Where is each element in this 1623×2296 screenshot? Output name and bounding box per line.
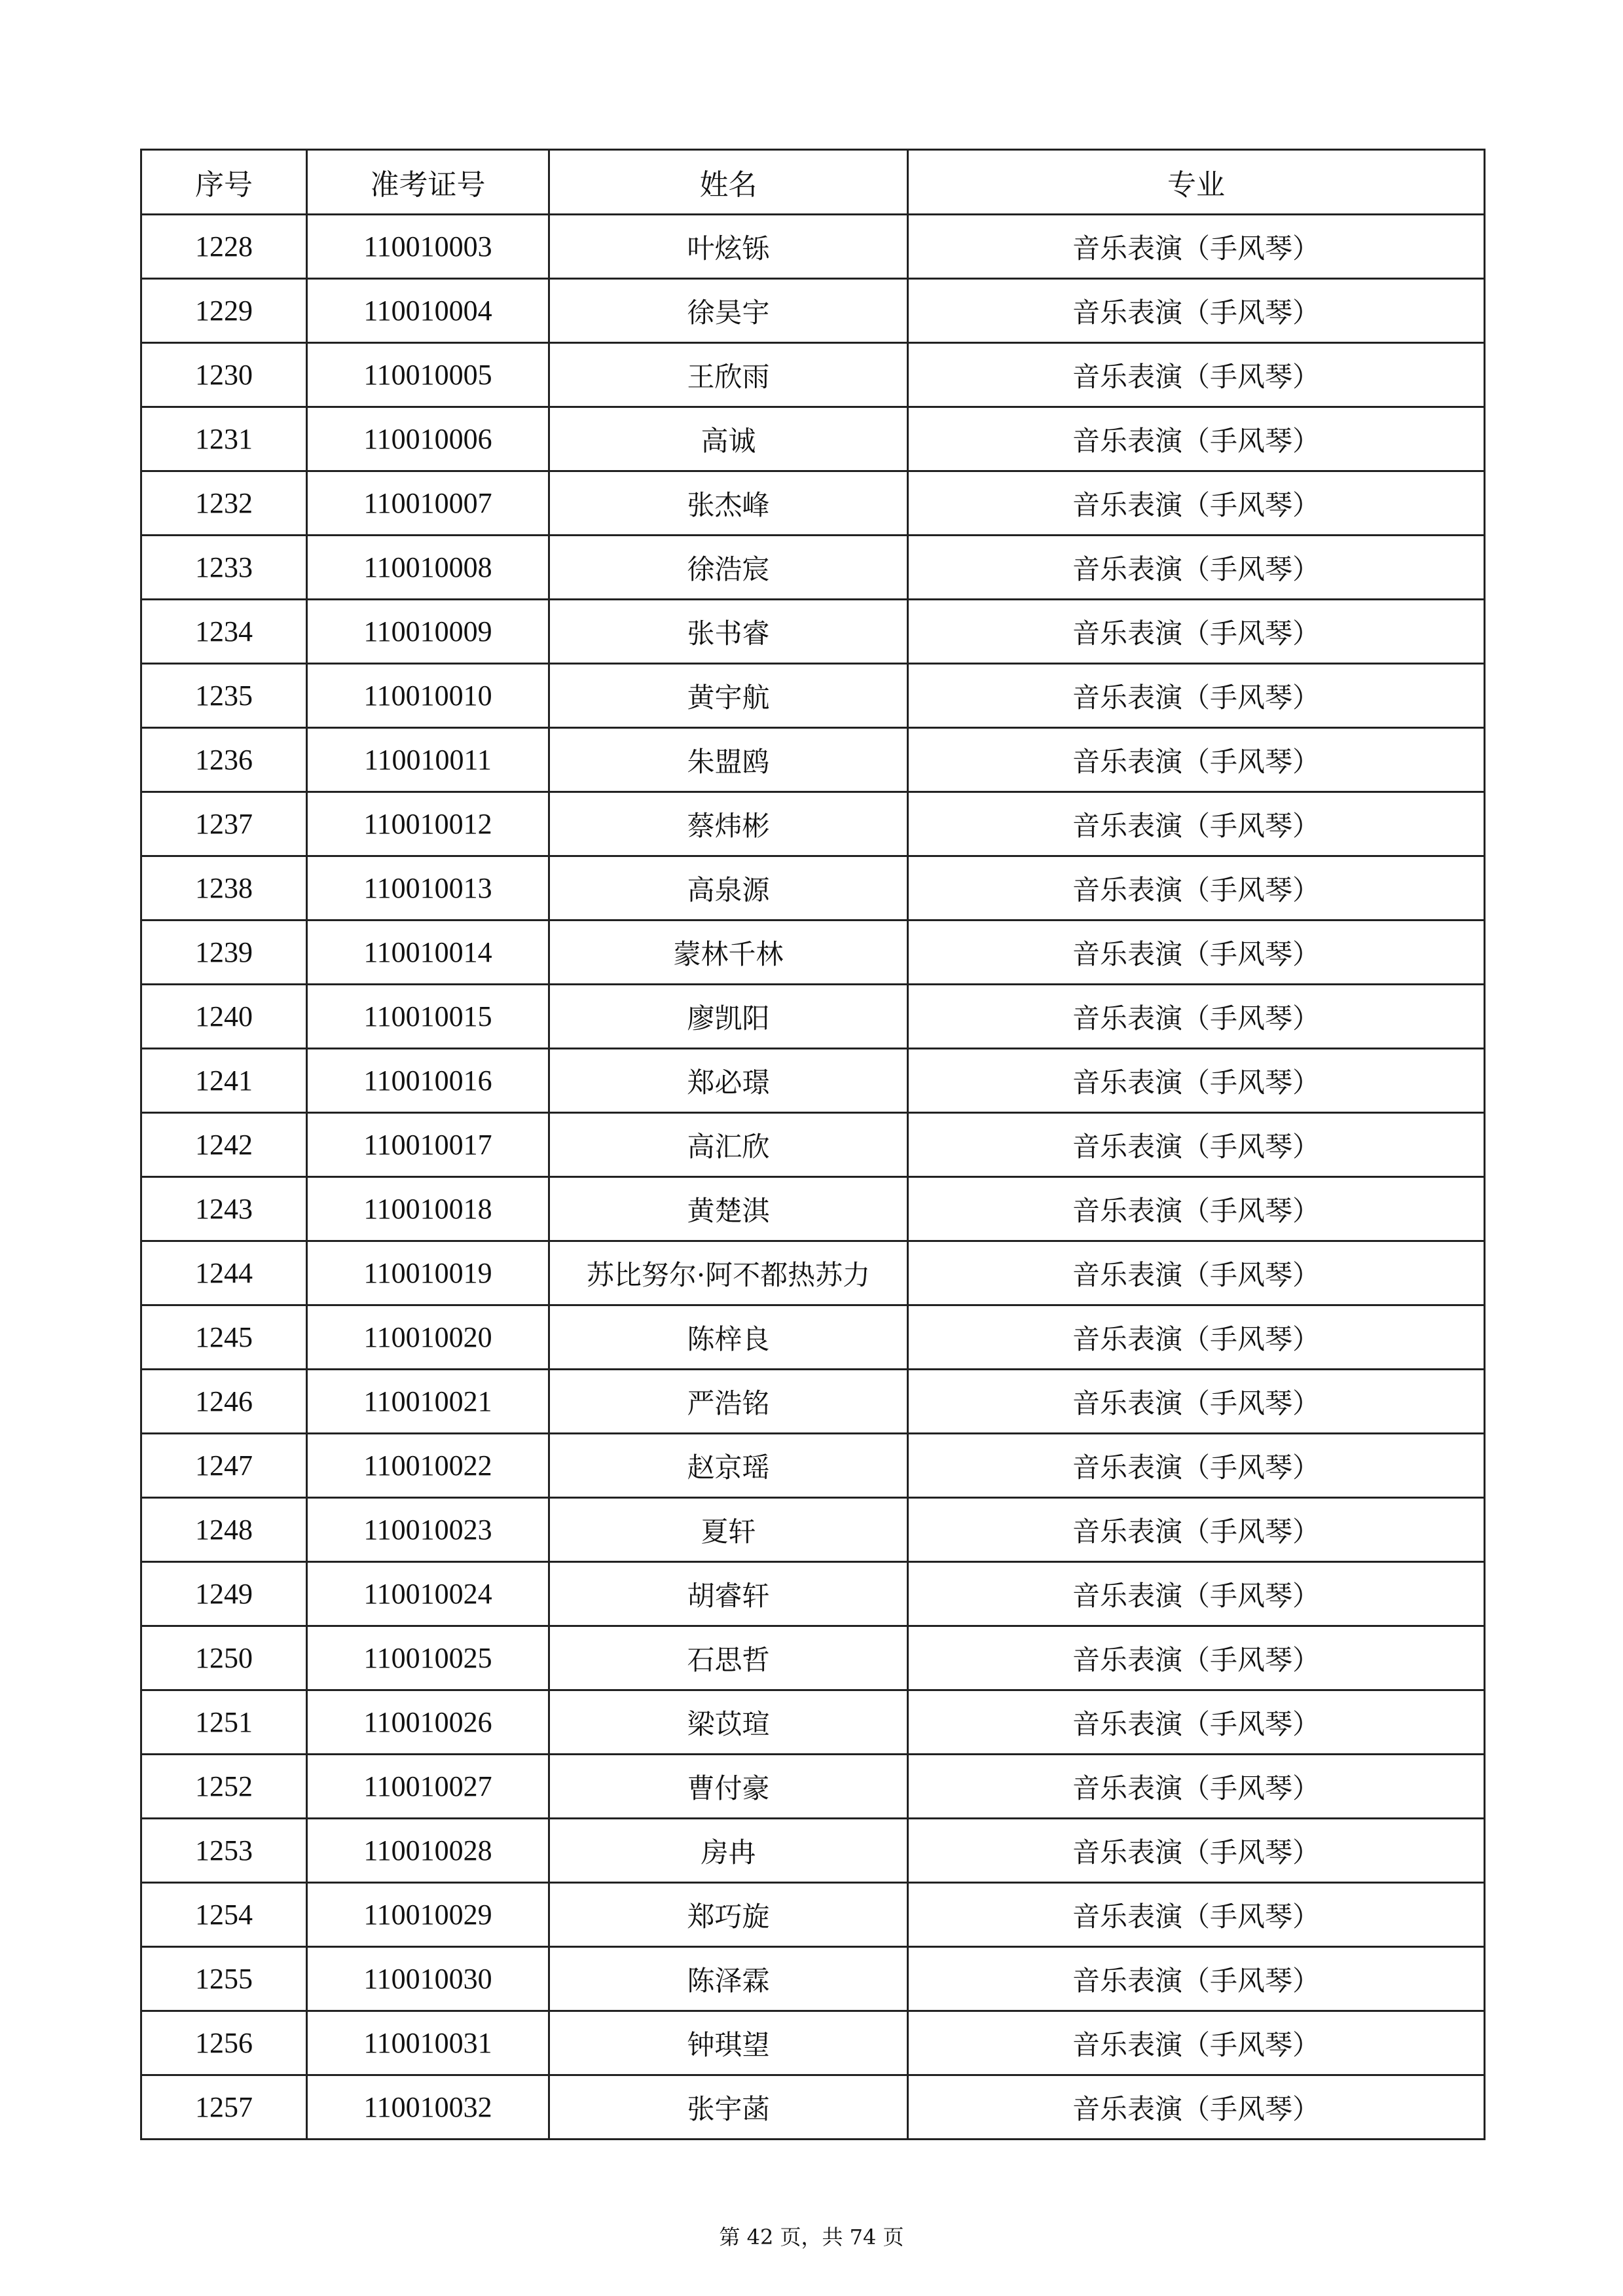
table-row	[141, 1562, 1485, 1626]
cell-seq: 1237	[141, 792, 307, 856]
table-row	[141, 792, 1485, 856]
table-row	[141, 1883, 1485, 1947]
cell-major: 音乐表演（手风琴）	[908, 728, 1485, 792]
cell-major: 音乐表演（手风琴）	[908, 2075, 1485, 2140]
cell-name: 蒙林千林	[549, 920, 908, 985]
cell-name: 张书睿	[549, 600, 908, 664]
cell-seq: 1241	[141, 1049, 307, 1113]
roster-table	[140, 149, 1486, 2140]
cell-major: 音乐表演（手风琴）	[908, 471, 1485, 536]
table-row	[141, 728, 1485, 792]
table-row	[141, 1305, 1485, 1370]
cell-major: 音乐表演（手风琴）	[908, 856, 1485, 920]
table-row	[141, 1370, 1485, 1434]
cell-seq: 1253	[141, 1819, 307, 1883]
cell-major: 音乐表演（手风琴）	[908, 600, 1485, 664]
cell-exam-id: 110010028	[307, 1819, 549, 1883]
cell-exam-id: 110010007	[307, 471, 549, 536]
cell-name: 陈梓良	[549, 1305, 908, 1370]
cell-exam-id: 110010027	[307, 1755, 549, 1819]
cell-major: 音乐表演（手风琴）	[908, 2011, 1485, 2075]
cell-seq: 1240	[141, 985, 307, 1049]
cell-name: 高汇欣	[549, 1113, 908, 1177]
cell-seq: 1228	[141, 215, 307, 279]
cell-name: 王欣雨	[549, 343, 908, 407]
cell-name: 房冉	[549, 1819, 908, 1883]
cell-major: 音乐表演（手风琴）	[908, 1947, 1485, 2011]
table-row	[141, 471, 1485, 536]
cell-exam-id: 110010020	[307, 1305, 549, 1370]
table-row	[141, 279, 1485, 343]
table-row	[141, 985, 1485, 1049]
cell-seq: 1231	[141, 407, 307, 471]
page-number-footer: 第 42 页，共 74 页	[719, 2225, 904, 2250]
cell-exam-id: 110010021	[307, 1370, 549, 1434]
cell-seq: 1246	[141, 1370, 307, 1434]
cell-major: 音乐表演（手风琴）	[908, 1626, 1485, 1690]
cell-seq: 1255	[141, 1947, 307, 2011]
table-row	[141, 2011, 1485, 2075]
cell-exam-id: 110010004	[307, 279, 549, 343]
table-row	[141, 1947, 1485, 2011]
cell-name: 高诚	[549, 407, 908, 471]
cell-seq: 1250	[141, 1626, 307, 1690]
cell-exam-id: 110010012	[307, 792, 549, 856]
cell-exam-id: 110010024	[307, 1562, 549, 1626]
cell-name: 张宇菡	[549, 2075, 908, 2140]
cell-seq: 1235	[141, 664, 307, 728]
cell-major: 音乐表演（手风琴）	[908, 279, 1485, 343]
table-row	[141, 664, 1485, 728]
table-row	[141, 1626, 1485, 1690]
cell-seq: 1229	[141, 279, 307, 343]
table-header	[141, 150, 1485, 215]
cell-name: 苏比努尔·阿不都热苏力	[549, 1241, 908, 1305]
cell-seq: 1252	[141, 1755, 307, 1819]
table-row	[141, 536, 1485, 600]
cell-exam-id: 110010019	[307, 1241, 549, 1305]
cell-major: 音乐表演（手风琴）	[908, 407, 1485, 471]
table-row	[141, 2075, 1485, 2140]
cell-name: 蔡炜彬	[549, 792, 908, 856]
cell-name: 曹付豪	[549, 1755, 908, 1819]
table-row	[141, 600, 1485, 664]
table-body	[141, 215, 1485, 2140]
cell-exam-id: 110010030	[307, 1947, 549, 2011]
cell-seq: 1257	[141, 2075, 307, 2140]
cell-exam-id: 110010008	[307, 536, 549, 600]
cell-exam-id: 110010023	[307, 1498, 549, 1562]
cell-seq: 1242	[141, 1113, 307, 1177]
cell-exam-id: 110010013	[307, 856, 549, 920]
header-seq: 序号	[141, 150, 307, 215]
table-row	[141, 1113, 1485, 1177]
cell-name: 胡睿轩	[549, 1562, 908, 1626]
cell-exam-id: 110010015	[307, 985, 549, 1049]
cell-major: 音乐表演（手风琴）	[908, 664, 1485, 728]
cell-name: 钟琪望	[549, 2011, 908, 2075]
cell-seq: 1230	[141, 343, 307, 407]
cell-exam-id: 110010010	[307, 664, 549, 728]
table-row	[141, 1755, 1485, 1819]
cell-name: 严浩铭	[549, 1370, 908, 1434]
cell-major: 音乐表演（手风琴）	[908, 1049, 1485, 1113]
table-row	[141, 1819, 1485, 1883]
cell-major: 音乐表演（手风琴）	[908, 1819, 1485, 1883]
cell-exam-id: 110010014	[307, 920, 549, 985]
cell-name: 黄楚淇	[549, 1177, 908, 1241]
cell-exam-id: 110010017	[307, 1113, 549, 1177]
cell-major: 音乐表演（手风琴）	[908, 1177, 1485, 1241]
cell-name: 朱盟鸥	[549, 728, 908, 792]
cell-major: 音乐表演（手风琴）	[908, 1305, 1485, 1370]
cell-major: 音乐表演（手风琴）	[908, 1434, 1485, 1498]
table-row	[141, 343, 1485, 407]
cell-major: 音乐表演（手风琴）	[908, 920, 1485, 985]
cell-seq: 1234	[141, 600, 307, 664]
cell-name: 黄宇航	[549, 664, 908, 728]
cell-exam-id: 110010011	[307, 728, 549, 792]
table-row	[141, 856, 1485, 920]
cell-seq: 1251	[141, 1690, 307, 1755]
cell-major: 音乐表演（手风琴）	[908, 1562, 1485, 1626]
table-row	[141, 407, 1485, 471]
cell-major: 音乐表演（手风琴）	[908, 1755, 1485, 1819]
cell-seq: 1249	[141, 1562, 307, 1626]
cell-major: 音乐表演（手风琴）	[908, 985, 1485, 1049]
header-row	[141, 150, 1485, 215]
cell-name: 张杰峰	[549, 471, 908, 536]
header-name: 姓名	[549, 150, 908, 215]
table-row	[141, 1690, 1485, 1755]
table-row	[141, 1241, 1485, 1305]
table-row	[141, 1177, 1485, 1241]
cell-major: 音乐表演（手风琴）	[908, 1883, 1485, 1947]
cell-exam-id: 110010025	[307, 1626, 549, 1690]
cell-seq: 1239	[141, 920, 307, 985]
table-row	[141, 1498, 1485, 1562]
cell-name: 徐昊宇	[549, 279, 908, 343]
cell-major: 音乐表演（手风琴）	[908, 343, 1485, 407]
cell-seq: 1254	[141, 1883, 307, 1947]
cell-name: 梁苡瑄	[549, 1690, 908, 1755]
cell-exam-id: 110010026	[307, 1690, 549, 1755]
cell-name: 高泉源	[549, 856, 908, 920]
cell-name: 陈泽霖	[549, 1947, 908, 2011]
cell-name: 廖凯阳	[549, 985, 908, 1049]
cell-major: 音乐表演（手风琴）	[908, 792, 1485, 856]
header-exam-id: 准考证号	[307, 150, 549, 215]
table-row	[141, 1434, 1485, 1498]
cell-exam-id: 110010006	[307, 407, 549, 471]
cell-seq: 1244	[141, 1241, 307, 1305]
cell-name: 叶炫铄	[549, 215, 908, 279]
cell-exam-id: 110010031	[307, 2011, 549, 2075]
cell-name: 夏轩	[549, 1498, 908, 1562]
cell-major: 音乐表演（手风琴）	[908, 215, 1485, 279]
cell-seq: 1243	[141, 1177, 307, 1241]
cell-exam-id: 110010009	[307, 600, 549, 664]
table-row	[141, 1049, 1485, 1113]
cell-exam-id: 110010005	[307, 343, 549, 407]
cell-exam-id: 110010018	[307, 1177, 549, 1241]
cell-name: 徐浩宸	[549, 536, 908, 600]
cell-seq: 1248	[141, 1498, 307, 1562]
header-major: 专业	[908, 150, 1485, 215]
cell-major: 音乐表演（手风琴）	[908, 1370, 1485, 1434]
cell-seq: 1245	[141, 1305, 307, 1370]
cell-seq: 1232	[141, 471, 307, 536]
cell-exam-id: 110010032	[307, 2075, 549, 2140]
cell-exam-id: 110010029	[307, 1883, 549, 1947]
cell-name: 郑巧旋	[549, 1883, 908, 1947]
cell-seq: 1236	[141, 728, 307, 792]
cell-exam-id: 110010003	[307, 215, 549, 279]
cell-seq: 1233	[141, 536, 307, 600]
cell-name: 赵京瑶	[549, 1434, 908, 1498]
cell-name: 郑必璟	[549, 1049, 908, 1113]
cell-major: 音乐表演（手风琴）	[908, 1241, 1485, 1305]
cell-exam-id: 110010016	[307, 1049, 549, 1113]
table-row	[141, 920, 1485, 985]
cell-exam-id: 110010022	[307, 1434, 549, 1498]
cell-major: 音乐表演（手风琴）	[908, 536, 1485, 600]
cell-seq: 1256	[141, 2011, 307, 2075]
cell-major: 音乐表演（手风琴）	[908, 1113, 1485, 1177]
table-row	[141, 215, 1485, 279]
cell-seq: 1247	[141, 1434, 307, 1498]
cell-major: 音乐表演（手风琴）	[908, 1498, 1485, 1562]
cell-seq: 1238	[141, 856, 307, 920]
cell-name: 石思哲	[549, 1626, 908, 1690]
cell-major: 音乐表演（手风琴）	[908, 1690, 1485, 1755]
